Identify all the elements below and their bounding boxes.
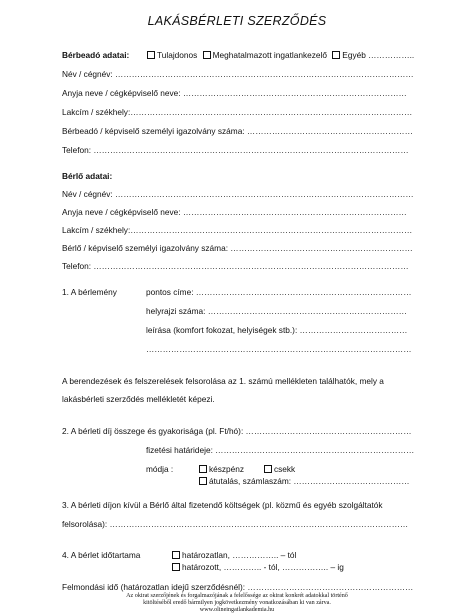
footer-website-link[interactable]: www.olineingatlankademia.hu [199,607,275,613]
checkbox-icon[interactable] [332,51,340,59]
lessor-id-field[interactable]: Bérbeadó / képviselő személyi igazolvány száma: …………………………………………………… [62,126,413,136]
tenant-id-field[interactable]: Bérlő / képviselő személyi igazolvány száma: ………………………………………………………… [62,243,413,253]
term-option-indefinite[interactable]: határozatlan, …………….. – tól [172,550,296,560]
lessor-option-agent[interactable]: Meghatalmazott ingatlankezelő [203,50,327,60]
checkbox-icon[interactable] [203,51,211,59]
equipment-text-line-2: lakásbérleti szerződés mellékletét képezi. [62,394,215,404]
checkbox-icon[interactable] [199,477,207,485]
lessor-address-field[interactable]: Lakcím / székhely:………………………………………………………………………………………… [62,107,413,117]
payment-mode-label: módja : [146,464,174,474]
checkbox-icon[interactable] [264,465,272,473]
lessor-phone-field[interactable]: Telefon: …………………………………………………………………………………………………… [62,145,409,155]
term-option-fixed[interactable]: határozott, ………….. - tól, …………….. – ig [172,562,344,572]
footer-disclaimer-line-2: kitöltéséből eredő bármilyen jogkövetkezmény vonatkozásában ki van zárva. [143,600,331,606]
tenant-mother-name-field[interactable]: Anyja neve / cégképviselő neve: ……………………………………………………………………… [62,207,407,217]
notice-period-field[interactable]: Felmondási idő (határozatlan idejű szerződésnél): …………………………………………………… [62,582,414,592]
property-description-field[interactable]: leírása (komfort fokozat, helyiségek stb.): ………………………………… [146,325,408,335]
payment-option-check[interactable]: csekk [264,464,295,474]
lessor-type-options [147,50,414,60]
document-title: LAKÁSBÉRLETI SZERZŐDÉS [147,14,327,28]
checkbox-icon[interactable] [199,465,207,473]
property-address-field[interactable]: pontos címe: …………………………………………………………………… [146,287,412,297]
tenant-heading: Bérlő adatai: [62,171,113,181]
payment-option-cash[interactable]: készpénz [199,464,244,474]
tenant-address-field[interactable]: Lakcím / székhely:………………………………………………………………………………………… [62,225,413,235]
payment-option-transfer[interactable]: átutalás, számlaszám: …………………………………… [199,476,410,486]
checkbox-icon[interactable] [172,551,180,559]
property-description-continuation-field[interactable]: …………………………………………………………………………………… [146,344,412,354]
costs-text-line-1: 3. A bérleti díjon kívül a Bérlő által fizetendő költségek (pl. közmű és egyéb szolgáltatók [62,500,383,510]
tenant-name-field[interactable]: Név / cégnév: ……………………………………………………………………………………………… [62,189,414,199]
lessor-option-other[interactable]: Egyéb …………….. [332,50,414,60]
equipment-text-line-1: A berendezések és felszerelések felsorolása az 1. számú mellékleten találhatók, mely a [62,376,384,386]
checkbox-icon[interactable] [147,51,155,59]
costs-list-field[interactable]: felsorolása): ……………………………………………………………………………………………… [62,519,409,529]
rent-amount-field[interactable]: 2. A bérleti díj összege és gyakorisága (pl. Ft/hó): …………………………………………………… [62,426,412,436]
footer-disclaimer-line-1: Az okirat szerzőjének és forgalmazójának a felelőssége az okirat konkrét adatokkal történő [126,593,348,599]
lessor-heading: Bérbeadó adatai: [62,50,130,60]
tenant-phone-field[interactable]: Telefon: …………………………………………………………………………………………………… [62,261,409,271]
rent-due-date-field[interactable]: fizetési határideje: ……………………………………………………………… [146,445,415,455]
lessor-option-owner[interactable]: Tulajdonos [147,50,197,60]
property-label: 1. A bérlemény [62,287,117,297]
lessor-name-field[interactable]: Név / cégnév: ……………………………………………………………………………………………… [62,69,414,79]
checkbox-icon[interactable] [172,563,180,571]
term-label: 4. A bérlet időtartama [62,550,141,560]
property-lot-number-field[interactable]: helyrajzi száma: ……………………………………………………………… [146,306,407,316]
lessor-mother-name-field[interactable]: Anyja neve / cégképviselő neve: ……………………………………………………………………… [62,88,407,98]
